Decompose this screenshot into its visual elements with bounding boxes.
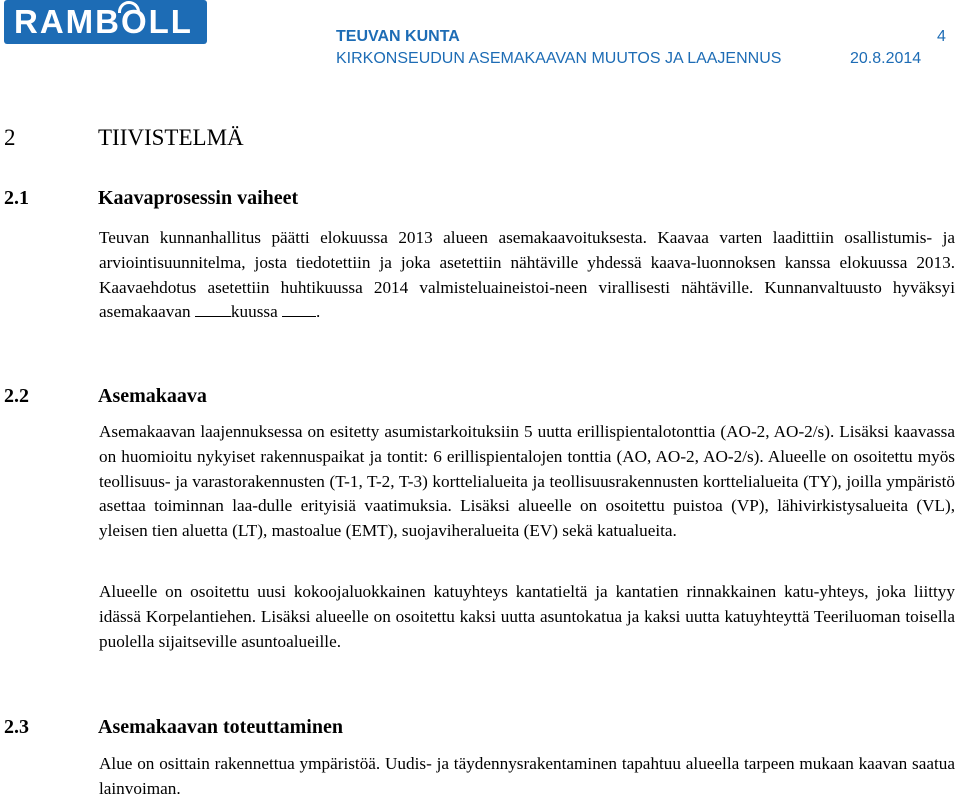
paragraph-text: . [316, 302, 321, 322]
section-number: 2.3 [4, 716, 29, 738]
section-number: 2.2 [4, 385, 29, 407]
section-2-1-heading [4, 185, 298, 211]
blank-line [282, 300, 316, 317]
section-number: 2.1 [4, 187, 29, 209]
section-2-1-paragraph [99, 226, 955, 325]
header-date: 20.8.2014 [850, 50, 922, 67]
logo-text: RAMBOLL [14, 3, 193, 40]
header-subtitle: KIRKONSEUDUN ASEMAKAAVAN MUUTOS JA LAAJENNUS [336, 50, 782, 67]
section-title: TIIVISTELMÄ [98, 125, 244, 150]
section-2-2-paragraph-1: Asemakaavan laajennuksessa on esitetty asumistarkoituksiin 5 uutta erillispientalotonttia (AO-2, AO-2/s). Lisäksi kaavassa on huomioitu nykyiset rakennuspaikat ja tontit: 6 erillispientalojen tonttia (AO, AO-2, AO-2/s). Alueelle on osoitettu myös teollisuus- ja varastorakennusten (T-1, T-2, T-3) korttelialueita ja teollisuusrakennusten korttelialueita (TY), joilla ympäristö asettaa toiminnan laa-dulle erityisiä vaatimuksia. Lisäksi alueelle on osoitettu puistoa (VP), lähivirkistysalueita (VL), yleisen tien aluetta (LT), mastoalue (EMT), suojaviheralueita (EV) sekä katualueita. [99, 422, 955, 541]
paragraph-text: kuussa [230, 302, 278, 322]
section-number: 2 [4, 125, 16, 150]
section-title: Asemakaava [98, 385, 207, 407]
section-title: Asemakaavan toteuttaminen [98, 716, 343, 738]
ramboll-logo [4, 0, 207, 44]
section-2-3-heading [4, 714, 343, 740]
page-number: 4 [937, 28, 946, 45]
section-2-heading [4, 124, 244, 152]
section-2-3-paragraph: Alue on osittain rakennettua ympäristöä. Uudis- ja täydennysrakentaminen tapahtuu alueella tarpeen mukaan kaavan saatua lainvoiman. [99, 754, 955, 798]
section-title: Kaavaprosessin vaiheet [98, 187, 299, 209]
section-2-2-paragraph-2: Alueelle on osoitettu uusi kokoojaluokkainen katuyhteys kantatieltä ja kantatien rinnakkainen katu-yhteys, joka liittyy idässä Korpelantiehen. Lisäksi alueelle on osoitettu kaksi uutta asuntokatua ja kaksi uutta katuyhteyttä Teeriluoman toisella puolella sijaitseville asuntoalueille. [99, 582, 955, 651]
blank-line [195, 300, 231, 317]
paragraph-text: Teuvan kunnanhallitus päätti elokuussa 2013 alueen asemakaavoituksesta. Kaavaa varten laadittiin osallistumis- ja arviointisuunnitelma, josta tiedotettiin ja joka asetettiin nähtäville yhdessä kaava-luonnoksen kanssa elokuussa 2013. Kaavaehdotus asetettiin huhtikuussa 2014 valmisteluaineistoi-neen virallisesti nähtäville. Kunnanvaltuusto hyväksyi asemakaavan [99, 228, 955, 322]
header-title: TEUVAN KUNTA [336, 28, 460, 45]
section-2-2-heading [4, 383, 207, 409]
